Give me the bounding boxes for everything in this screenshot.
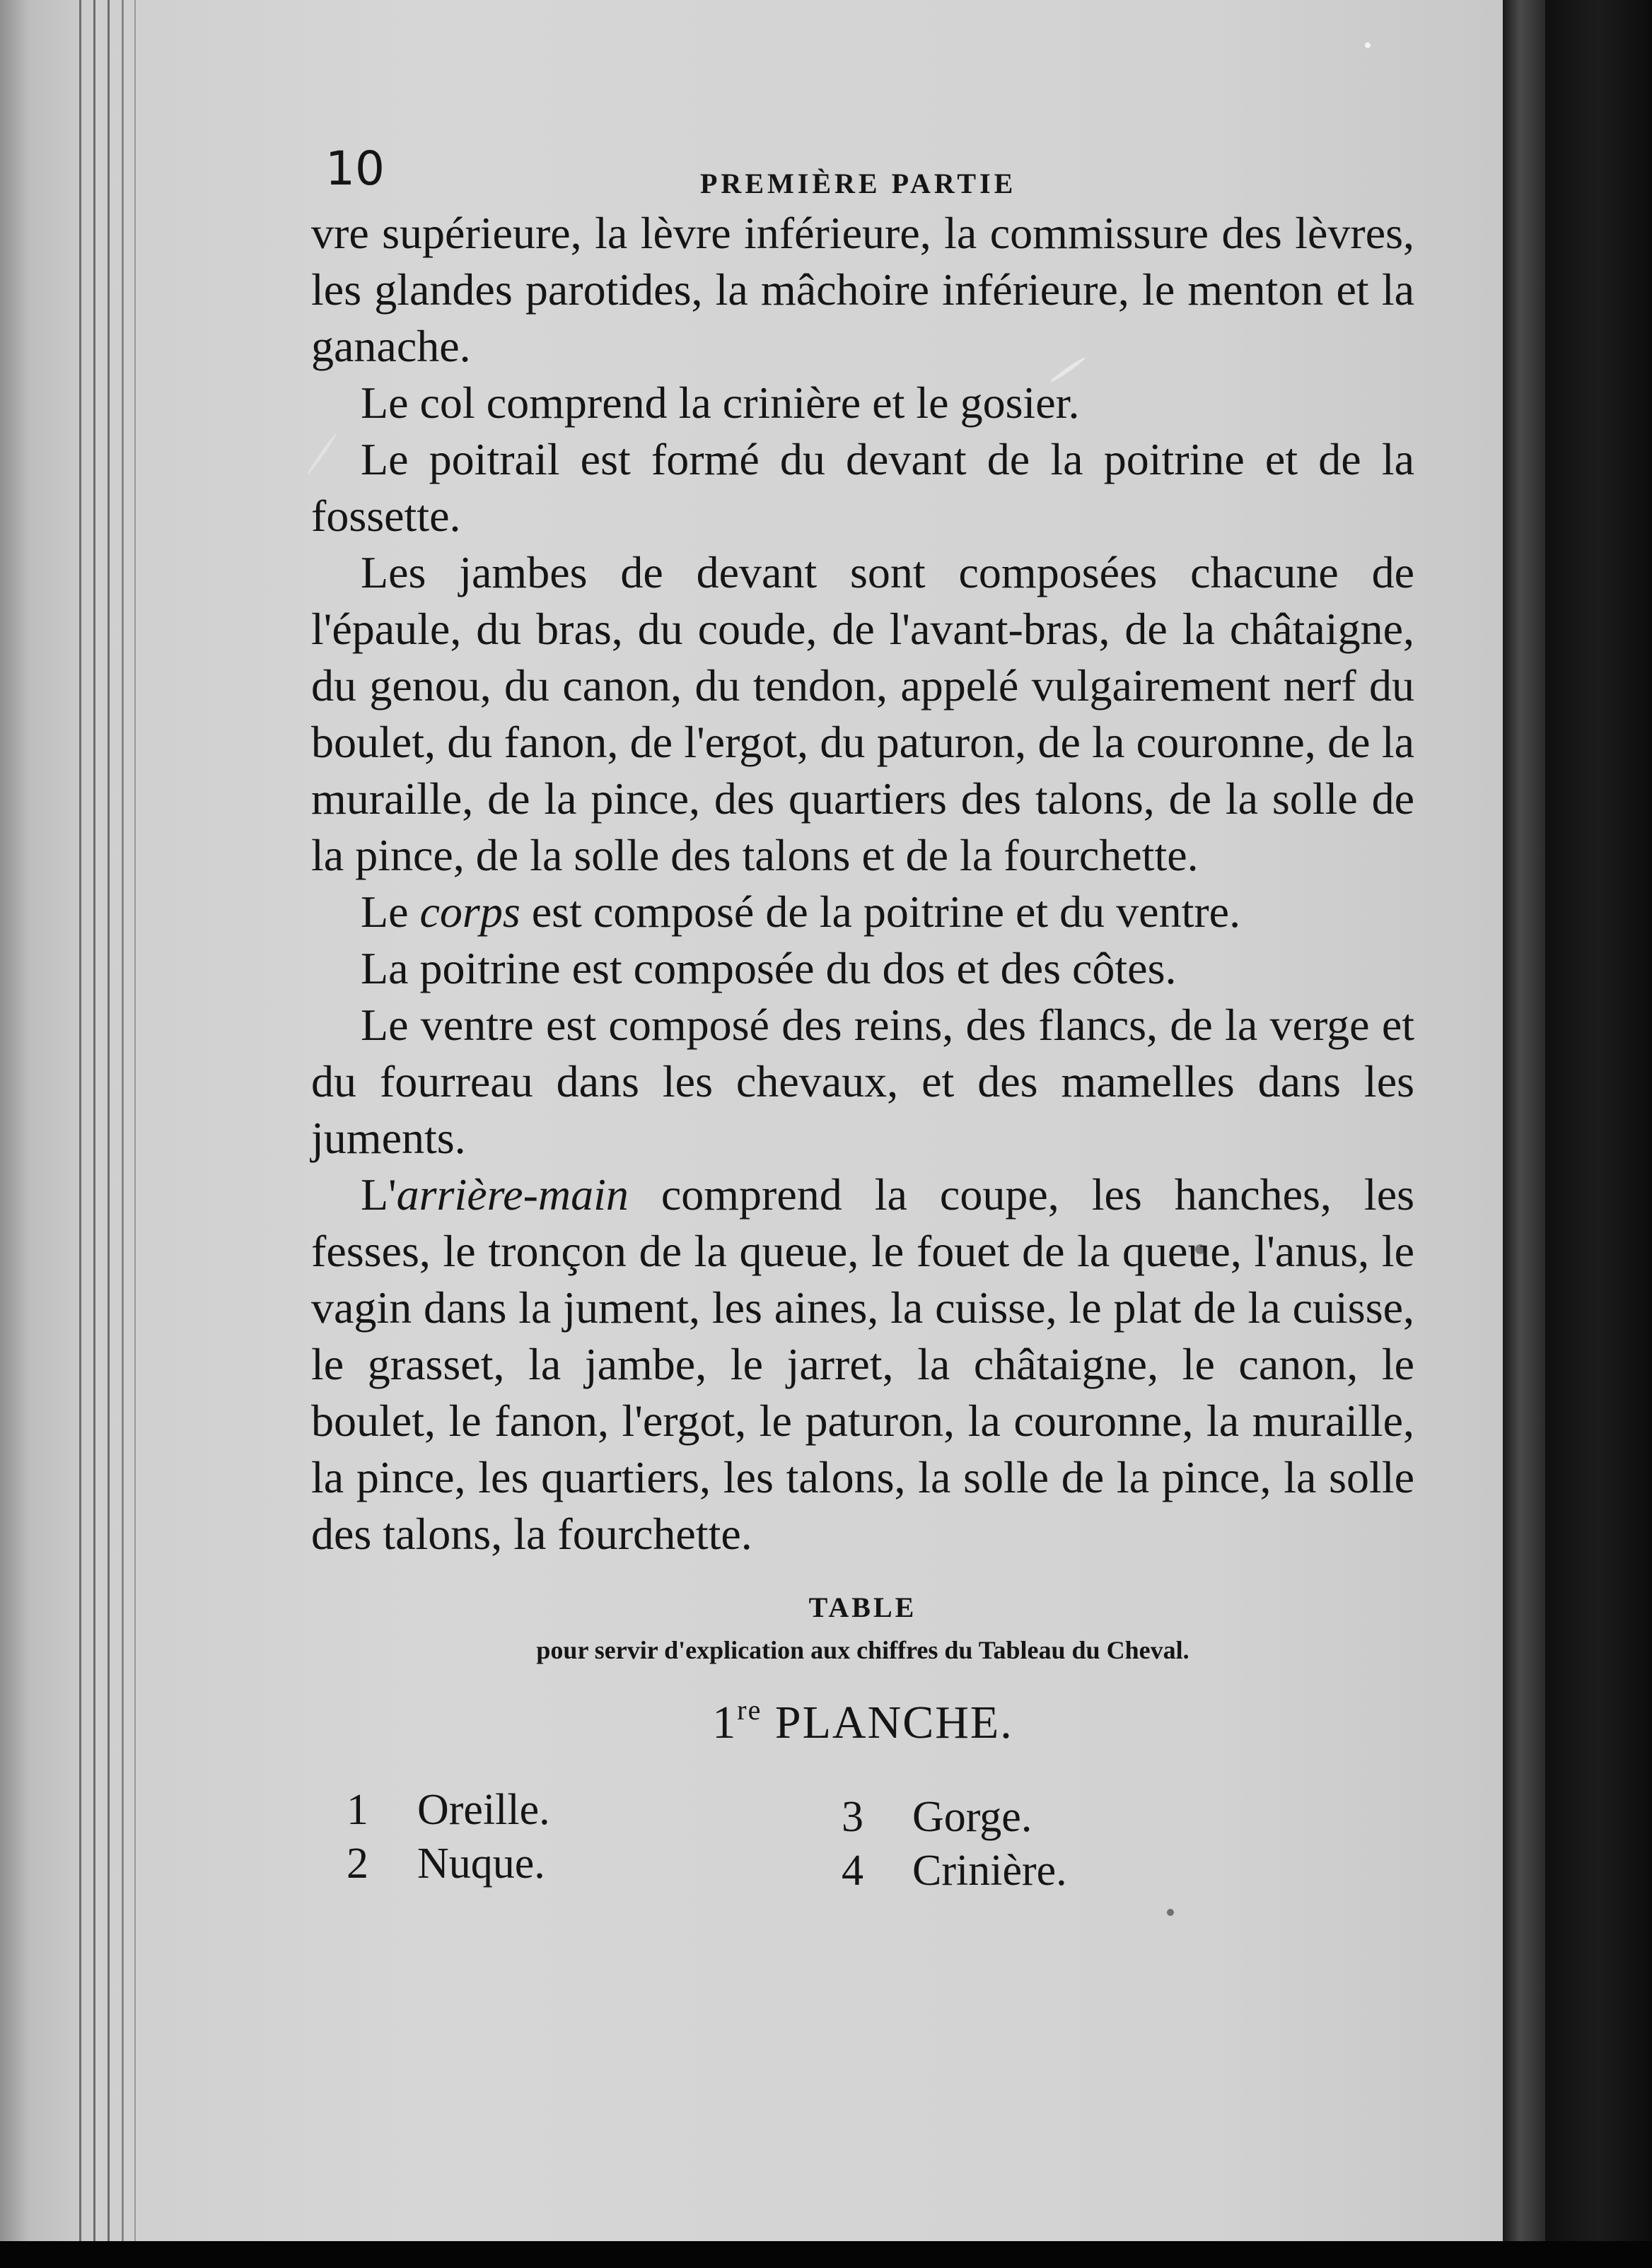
page-edge — [134, 0, 136, 2241]
page-edge — [79, 0, 81, 2241]
table-entry — [347, 1839, 545, 1889]
paragraph: Les jambes de devant sont composées chacune de l'épaule, du bras, du coude, de l'avant-bras, de la châtaigne, du genou, du canon, du tendon, appelé vulgairement nerf du boulet, du fanon, de l'ergot, du paturon, de la couronne, de la muraille, de la pince, des quartiers des talons, de la solle de la pince, de la solle des talons et de la fourchette. — [311, 547, 1414, 880]
paragraph: Le ventre est composé des reins, des flancs, de la verge et du fourreau dans les chevaux, et des mamelles dans les juments. — [311, 1000, 1414, 1163]
paragraph-rest: est composé de la poitrine et du ventre. — [520, 887, 1241, 937]
paragraph-lead: Le — [361, 887, 420, 937]
planche-heading — [311, 1693, 1414, 1750]
paragraph — [311, 884, 1414, 940]
entry-number: 4 — [842, 1847, 863, 1895]
paragraph: Le col comprend la crinière et le gosier. — [361, 378, 1080, 428]
italic-term: corps — [419, 887, 520, 937]
planche-number: 1 — [712, 1697, 738, 1748]
running-title: PREMIÈRE PARTIE — [700, 168, 1017, 199]
page-edge — [107, 0, 110, 2241]
planche-label: PLANCHE. — [774, 1697, 1013, 1748]
page-number: 10 — [325, 141, 385, 196]
dust-speck — [1365, 42, 1371, 48]
entry-number: 3 — [842, 1793, 863, 1841]
entry-label: Gorge. — [912, 1793, 1032, 1841]
body-text — [311, 205, 1414, 1562]
paragraph: vre supérieure, la lèvre inférieure, la commissure des lèvres, les glandes parotides, la mâchoire inférieure, le menton et la ganache. — [311, 208, 1414, 371]
table-subtitle: pour servir d'explication aux chiffres du Tableau du Cheval. — [536, 1636, 1189, 1664]
paragraph: La poitrine est composée du dos et des côtes. — [361, 943, 1177, 993]
entry-label: Oreille. — [417, 1786, 550, 1834]
scan-border-bottom — [0, 2241, 1652, 2268]
paragraph-lead: L' — [361, 1169, 397, 1220]
page-edge — [122, 0, 124, 2241]
table-entry — [842, 1846, 1067, 1896]
scan-border — [1545, 0, 1652, 2268]
table-entry — [347, 1785, 550, 1835]
entry-number: 2 — [347, 1840, 368, 1888]
book-spine — [1503, 0, 1545, 2268]
entry-label: Nuque. — [417, 1840, 545, 1888]
paragraph: Le poitrail est formé du devant de la poitrine et de la fossette. — [311, 434, 1414, 541]
book-page — [297, 127, 1429, 1912]
table-title: TABLE — [808, 1591, 917, 1623]
running-header — [297, 127, 1429, 205]
page-edge — [93, 0, 95, 2241]
table-entries — [297, 1785, 1429, 1912]
paragraph — [311, 1167, 1414, 1562]
italic-term: arrière-main — [396, 1169, 629, 1220]
paragraph-rest: comprend la coupe, les hanches, les fesses, le tronçon de la queue, le fouet de la queue, l'anus, le vagin dans la jument, les aines, la cuisse, le plat de la cuisse, le grasset, la jambe, le jarret, la châtaigne, le canon, le boulet, le fanon, l'ergot, le paturon, la couronne, la muraille, la pince, les quartiers, les talons, la solle de la pince, la solle des talons, la fourchette. — [311, 1169, 1414, 1559]
entry-label: Crinière. — [912, 1847, 1067, 1895]
table-entry — [842, 1792, 1032, 1842]
planche-ordinal: re — [737, 1694, 762, 1726]
entry-number: 1 — [347, 1786, 368, 1834]
